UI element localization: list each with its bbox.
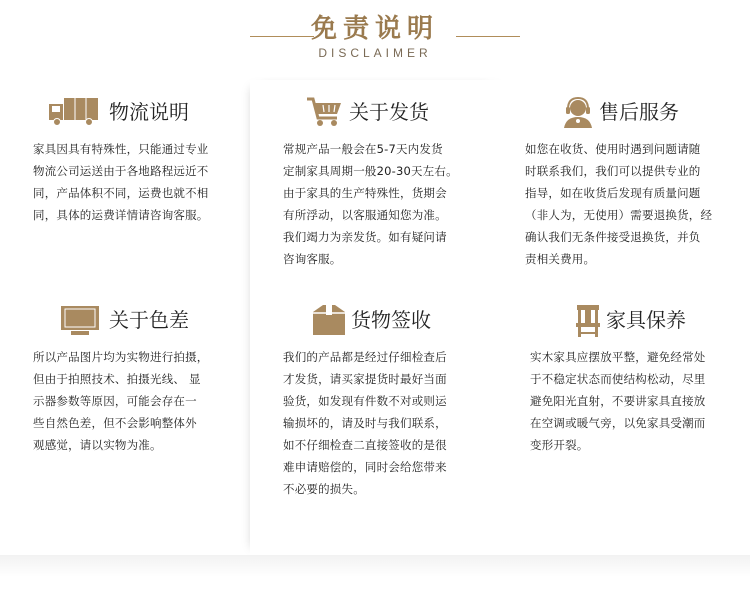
customer-service-icon [561,96,595,126]
text-line: 确认我们无条件接受退换货，并负 [525,230,701,244]
shopping-cart-icon [305,96,355,126]
card-furniture-care [530,302,750,456]
text-line: 验货，如发现有件数不对或则运 [283,394,447,408]
card-title: 物流说明 [109,100,189,124]
text-line: 咨询客服。 [283,252,342,266]
text-line: 同，具体的运费详情请咨询客服。 [33,208,209,222]
text-line: 但由于拍照技术、拍摄光线、 显 [33,372,201,386]
text-line: 同，产品体积不同，运费也就不相 [33,186,209,200]
card-title: 货物签收 [351,308,431,332]
card-shipping [283,94,513,270]
text-line: 指导，如在收货后发现有质量问题 [525,186,701,200]
bottom-shadow [0,555,750,577]
title-rule-right [456,36,520,37]
text-line: 不必要的损失。 [283,482,365,496]
card-text [283,138,513,270]
text-line: 观感觉，请以实物为准。 [33,438,162,452]
text-line: 变形开裂。 [530,438,589,452]
text-line: 难申请赔偿的，同时会给您带来 [283,460,447,474]
monitor-icon [59,304,103,334]
text-line: 如您在收货、使用时遇到问题请随 [525,142,701,156]
text-line: 由于家具的生产特殊性，货期会 [283,186,447,200]
text-line: 在空调或暖气旁，以免家具受潮而 [530,416,706,430]
text-line: 输损坏的，请及时与我们联系， [283,416,447,430]
text-line: 示器参数等原因，可能会存在一 [33,394,197,408]
text-line: 有所浮动，以客服通知您为准。 [283,208,447,222]
card-text [33,346,263,456]
text-line: 些自然色差，但不会影响整体外 [33,416,197,430]
card-text [283,346,513,500]
text-line: 实木家具应摆放平整，避免经常处 [530,350,706,364]
card-title: 关于发货 [349,100,429,124]
text-line: 避免阳光直射，不要讲家具直接放 [530,394,706,408]
card-goods-receipt [283,302,513,500]
page-subtitle: DISCLAIMER [318,46,432,60]
text-line: 才发货，请买家提货时最好当面 [283,372,447,386]
card-title: 售后服务 [599,100,679,124]
text-line: 物流公司运送由于各地路程远近不 [33,164,209,178]
card-text [530,346,750,456]
card-text [525,138,750,270]
text-line: 我们竭力为亲发货。如有疑问请 [283,230,447,244]
card-text [33,138,263,226]
card-title: 家具保养 [606,308,686,332]
truck-icon [49,96,99,126]
text-line: 所以产品图片均为实物进行拍摄， [33,350,209,364]
card-title: 关于色差 [109,308,189,332]
card-logistics [33,94,263,226]
text-line: 我们的产品都是经过仔细检查后 [283,350,447,364]
chair-icon [574,304,602,334]
card-color-difference [33,302,263,456]
header [0,0,750,70]
page-title: 免责说明 [310,14,439,44]
package-icon [311,304,347,334]
text-line: 时联系我们，我们可以提供专业的 [525,164,701,178]
text-line: 定制家具周期一般20-30天左右。 [283,164,458,178]
text-line: （非人为，无使用）需要退换货，经 [525,208,713,222]
card-after-sales [525,94,750,270]
text-line: 责相关费用。 [525,252,596,266]
text-line: 于不稳定状态而使结构松动，尽里 [530,372,706,386]
text-line: 家具因具有特殊性，只能通过专业 [33,142,209,156]
text-line: 如不仔细检查二直接签收的是很 [283,438,447,452]
text-line: 常规产品一般会在5-7天内发货 [283,142,443,156]
